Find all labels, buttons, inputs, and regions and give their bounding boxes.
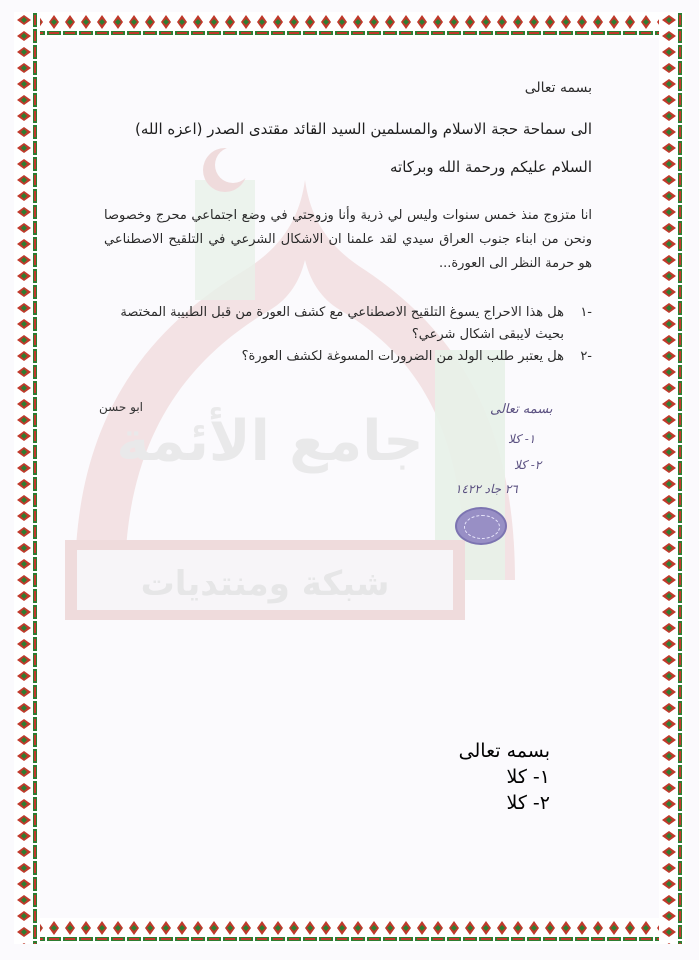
- decorative-border-top: [14, 12, 685, 38]
- typed-reply-answer-2: ٢- كلا: [506, 792, 550, 814]
- decorative-border-bottom: [14, 918, 685, 944]
- seal-inner-ring: [464, 515, 500, 539]
- letter-body-paragraph: انا متزوج منذ خمس سنوات وليس لي ذرية وأنا وزوجتي في وضع اجتماعي محرج وخصوصا ونحن من ابناء جنوب العراق سيدي لقد علمنا ان الاشكال الشرعي في التلقيح الاصطناعي هو حرمة النظر الى العورة...: [104, 208, 592, 271]
- decorative-border-left: [14, 12, 40, 944]
- handwritten-reply-heading: بسمه تعالى: [490, 402, 553, 417]
- question-text: هل يعتبر طلب الولد من الضرورات المسوغة لكشف العورة؟: [241, 349, 564, 364]
- typed-reply-heading: بسمه تعالى: [458, 740, 550, 762]
- letter-sender-name: ابو حسن: [99, 400, 143, 414]
- question-item: [104, 346, 592, 368]
- official-seal-stamp: [455, 507, 507, 545]
- svg-text:شبكة ومنتديات: شبكة ومنتديات: [140, 564, 390, 604]
- typed-reply-answer-1: ١- كلا: [506, 766, 550, 788]
- svg-text:جامع الأئمة: جامع الأئمة: [116, 409, 424, 474]
- handwritten-reply-date: ٢٦ جاد ١٤٢٢: [455, 482, 518, 496]
- letter-greeting: السلام عليكم ورحمة الله وبركاته: [390, 158, 592, 176]
- question-number: -٢: [580, 349, 592, 364]
- question-item: [104, 302, 592, 346]
- question-number: -١: [580, 305, 592, 320]
- question-list: [104, 302, 592, 368]
- handwritten-reply-answer-2: ٢- كلا: [514, 458, 542, 472]
- forum-logo-watermark: [55, 120, 535, 640]
- letter-salutation-heading: بسمه تعالى: [524, 80, 592, 96]
- letter-addressee: الى سماحة حجة الاسلام والمسلمين السيد القائد مقتدى الصدر (اعزه الله): [135, 120, 592, 138]
- decorative-border-right: [659, 12, 685, 944]
- handwritten-reply-answer-1: ١- كلا: [508, 432, 536, 446]
- question-text: هل هذا الاحراج يسوغ التلقيح الاصطناعي مع كشف العورة من قبل الطبيبة المختصة بحيث لايبقى اشكال شرعي؟: [120, 305, 564, 342]
